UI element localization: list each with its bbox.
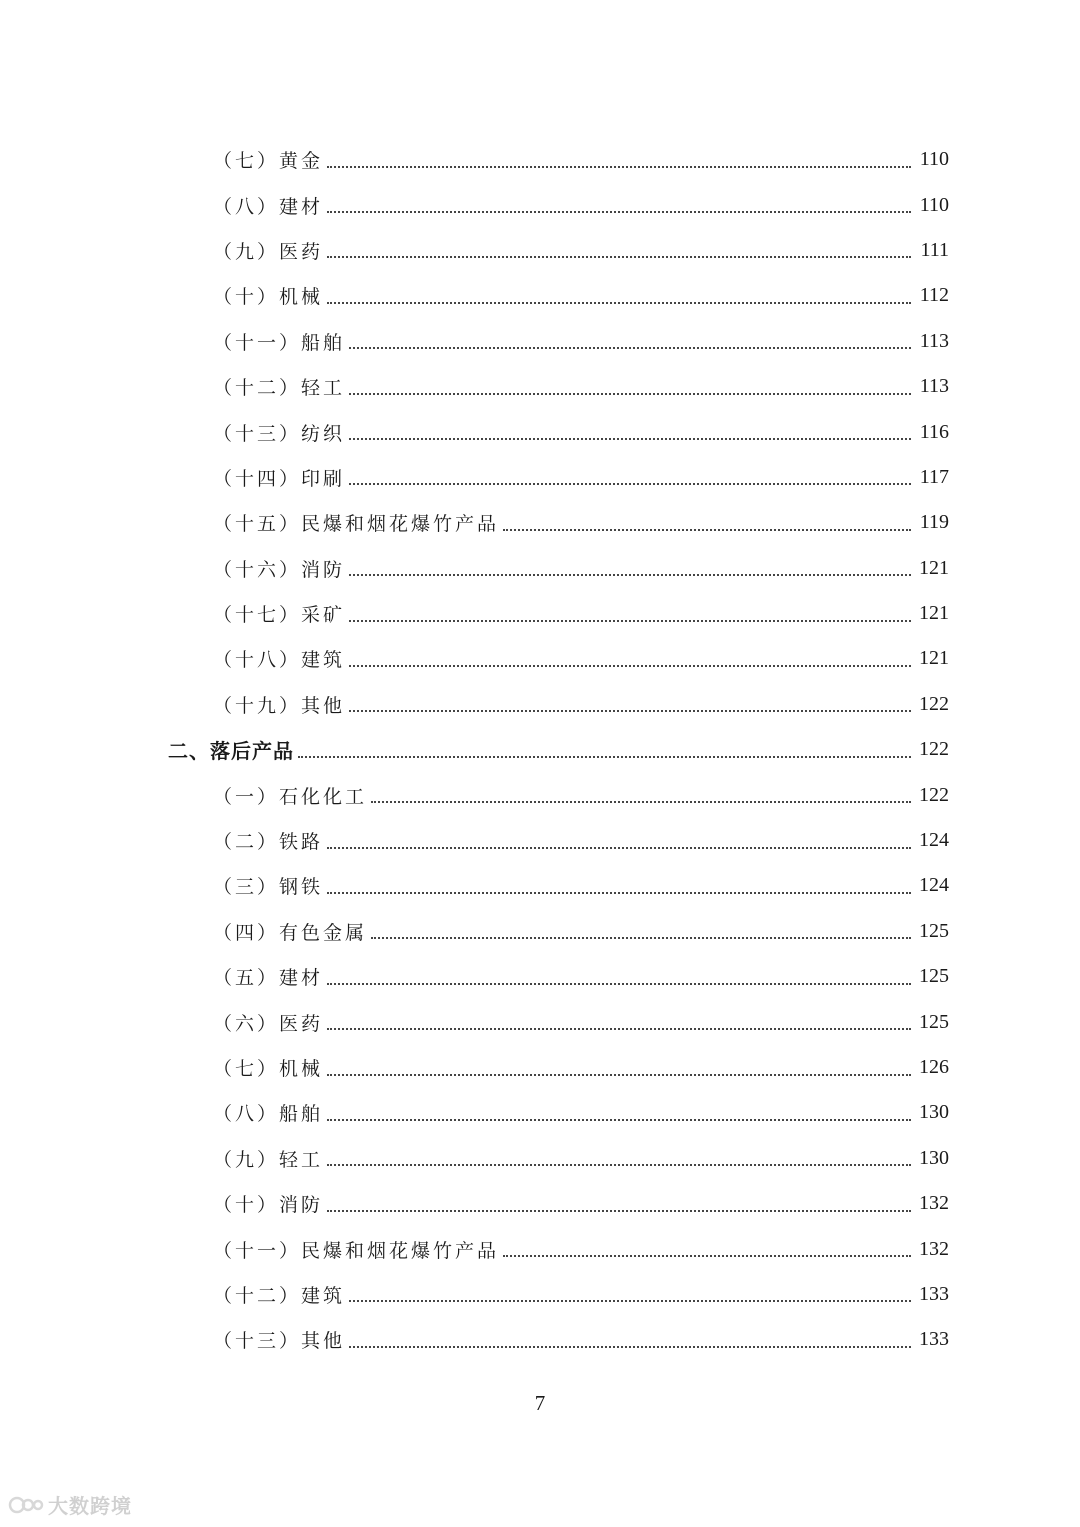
toc-entry-page: 124	[919, 874, 949, 897]
toc-entry[interactable]	[0, 409, 1080, 454]
toc-entry-label: （十）机械	[213, 286, 324, 309]
toc-entry[interactable]	[0, 455, 1080, 500]
dot-leader	[371, 937, 911, 939]
dot-leader	[327, 1210, 911, 1212]
toc-entry-page: 124	[919, 829, 949, 852]
toc-entry[interactable]	[0, 1272, 1080, 1317]
toc-entry-label: （五）建材	[213, 967, 324, 990]
toc-entry-page: 122	[919, 738, 949, 761]
dot-leader	[327, 892, 911, 894]
toc-entry[interactable]	[0, 364, 1080, 409]
toc-entry-label: （九）医药	[213, 240, 324, 263]
toc-entry[interactable]	[0, 546, 1080, 591]
dot-leader	[349, 1300, 911, 1302]
toc-entry-page: 121	[919, 602, 949, 625]
toc-entry-label: （十一）民爆和烟花爆竹产品	[213, 1239, 500, 1262]
toc-entry-label: （九）轻工	[213, 1148, 324, 1171]
toc-entry-page: 125	[919, 1010, 949, 1033]
toc-entry-page: 111	[920, 238, 949, 261]
toc-entry[interactable]	[0, 863, 1080, 908]
toc-entry-page: 130	[919, 1146, 949, 1169]
toc-entry-label: （十四）印刷	[213, 467, 346, 490]
dot-leader	[503, 529, 911, 531]
toc-entry-page: 110	[919, 193, 949, 216]
toc-entry[interactable]	[0, 1136, 1080, 1181]
toc-entry-label: （三）钢铁	[213, 876, 324, 899]
dot-leader	[327, 302, 911, 304]
dot-leader	[503, 1255, 911, 1257]
dot-leader	[349, 710, 911, 712]
dot-leader	[327, 1028, 911, 1030]
toc-entry-page: 112	[919, 284, 949, 307]
toc-entry[interactable]	[0, 682, 1080, 727]
watermark	[8, 1490, 132, 1519]
toc-entry-label: 二、落后产品	[168, 739, 294, 764]
toc-entry-page: 125	[919, 965, 949, 988]
toc-entry-page: 133	[919, 1328, 949, 1351]
brand-logo-icon	[8, 1494, 44, 1516]
toc-entry[interactable]	[0, 228, 1080, 273]
toc-entry-page: 116	[919, 420, 949, 443]
toc-entry-page: 121	[919, 647, 949, 670]
dot-leader	[327, 1164, 911, 1166]
dot-leader	[327, 1119, 911, 1121]
toc-entry-label: （十二）建筑	[213, 1284, 346, 1307]
dot-leader	[327, 211, 911, 213]
toc-entry[interactable]	[0, 954, 1080, 999]
toc-entry[interactable]	[0, 999, 1080, 1044]
table-of-contents	[0, 137, 1080, 1363]
dot-leader	[349, 574, 911, 576]
dot-leader	[327, 847, 911, 849]
toc-entry[interactable]	[0, 273, 1080, 318]
dot-leader	[327, 1074, 911, 1076]
toc-entry-label: （二）铁路	[213, 831, 324, 854]
toc-entry-label: （七）机械	[213, 1058, 324, 1080]
toc-entry-page: 132	[919, 1192, 949, 1215]
toc-entry-label: （七）黄金	[213, 150, 324, 173]
toc-entry-label: （十三）纺织	[213, 422, 346, 445]
toc-entry-page: 125	[919, 919, 949, 942]
toc-entry-page: 130	[919, 1101, 949, 1124]
dot-leader	[298, 756, 911, 758]
toc-entry[interactable]	[0, 818, 1080, 863]
dot-leader	[349, 483, 911, 485]
toc-entry-label: （十五）民爆和烟花爆竹产品	[213, 513, 500, 536]
toc-entry-label: （十一）船舶	[213, 331, 346, 354]
dot-leader	[349, 1346, 911, 1348]
toc-entry[interactable]	[0, 500, 1080, 545]
toc-entry[interactable]	[0, 1045, 1080, 1090]
dot-leader	[349, 620, 911, 622]
toc-entry-page: 122	[919, 783, 949, 806]
toc-entry[interactable]	[0, 137, 1080, 182]
toc-entry[interactable]	[0, 1181, 1080, 1226]
toc-entry[interactable]	[0, 772, 1080, 817]
dot-leader	[349, 347, 911, 349]
toc-entry-page: 117	[919, 465, 949, 488]
toc-entry-label: （八）建材	[213, 195, 324, 218]
page-number: 7	[534, 1391, 546, 1415]
toc-entry-label: （六）医药	[213, 1012, 324, 1035]
toc-entry-page: 119	[919, 511, 949, 534]
toc-entry-page: 113	[919, 375, 949, 398]
toc-entry[interactable]	[0, 182, 1080, 227]
toc-entry-label: （十七）采矿	[213, 604, 346, 627]
toc-entry-page: 121	[919, 556, 949, 579]
toc-entry[interactable]	[0, 591, 1080, 636]
dot-leader	[349, 665, 911, 667]
toc-entry-page: 113	[919, 329, 949, 352]
dot-leader	[371, 801, 911, 803]
dot-leader	[327, 983, 911, 985]
toc-section-heading[interactable]	[0, 727, 1080, 772]
dot-leader	[349, 438, 911, 440]
toc-entry[interactable]	[0, 909, 1080, 954]
toc-entry-page: 122	[919, 692, 949, 715]
toc-entry-label: （八）船舶	[213, 1103, 324, 1126]
toc-entry[interactable]	[0, 1317, 1080, 1362]
toc-entry-page: 110	[919, 148, 949, 171]
dot-leader	[349, 393, 911, 395]
toc-entry[interactable]	[0, 1090, 1080, 1135]
toc-entry[interactable]	[0, 636, 1080, 681]
toc-entry-page: 133	[919, 1282, 949, 1305]
dot-leader	[327, 256, 911, 258]
toc-entry-page: 126	[919, 1056, 949, 1078]
toc-entry-label: （十八）建筑	[213, 649, 346, 672]
toc-entry-label: （十）消防	[213, 1194, 324, 1217]
toc-entry[interactable]	[0, 1226, 1080, 1271]
toc-entry-label: （十三）其他	[213, 1330, 346, 1353]
toc-entry-label: （十二）轻工	[213, 377, 346, 400]
dot-leader	[327, 166, 911, 168]
toc-entry-label: （十九）其他	[213, 694, 346, 717]
toc-entry[interactable]	[0, 319, 1080, 364]
toc-entry-label: （四）有色金属	[213, 921, 368, 944]
toc-entry-page: 132	[919, 1237, 949, 1260]
watermark-text: 大数跨境	[48, 1494, 132, 1518]
toc-entry-label: （十六）消防	[213, 558, 346, 581]
toc-entry-label: （一）石化化工	[213, 785, 368, 808]
